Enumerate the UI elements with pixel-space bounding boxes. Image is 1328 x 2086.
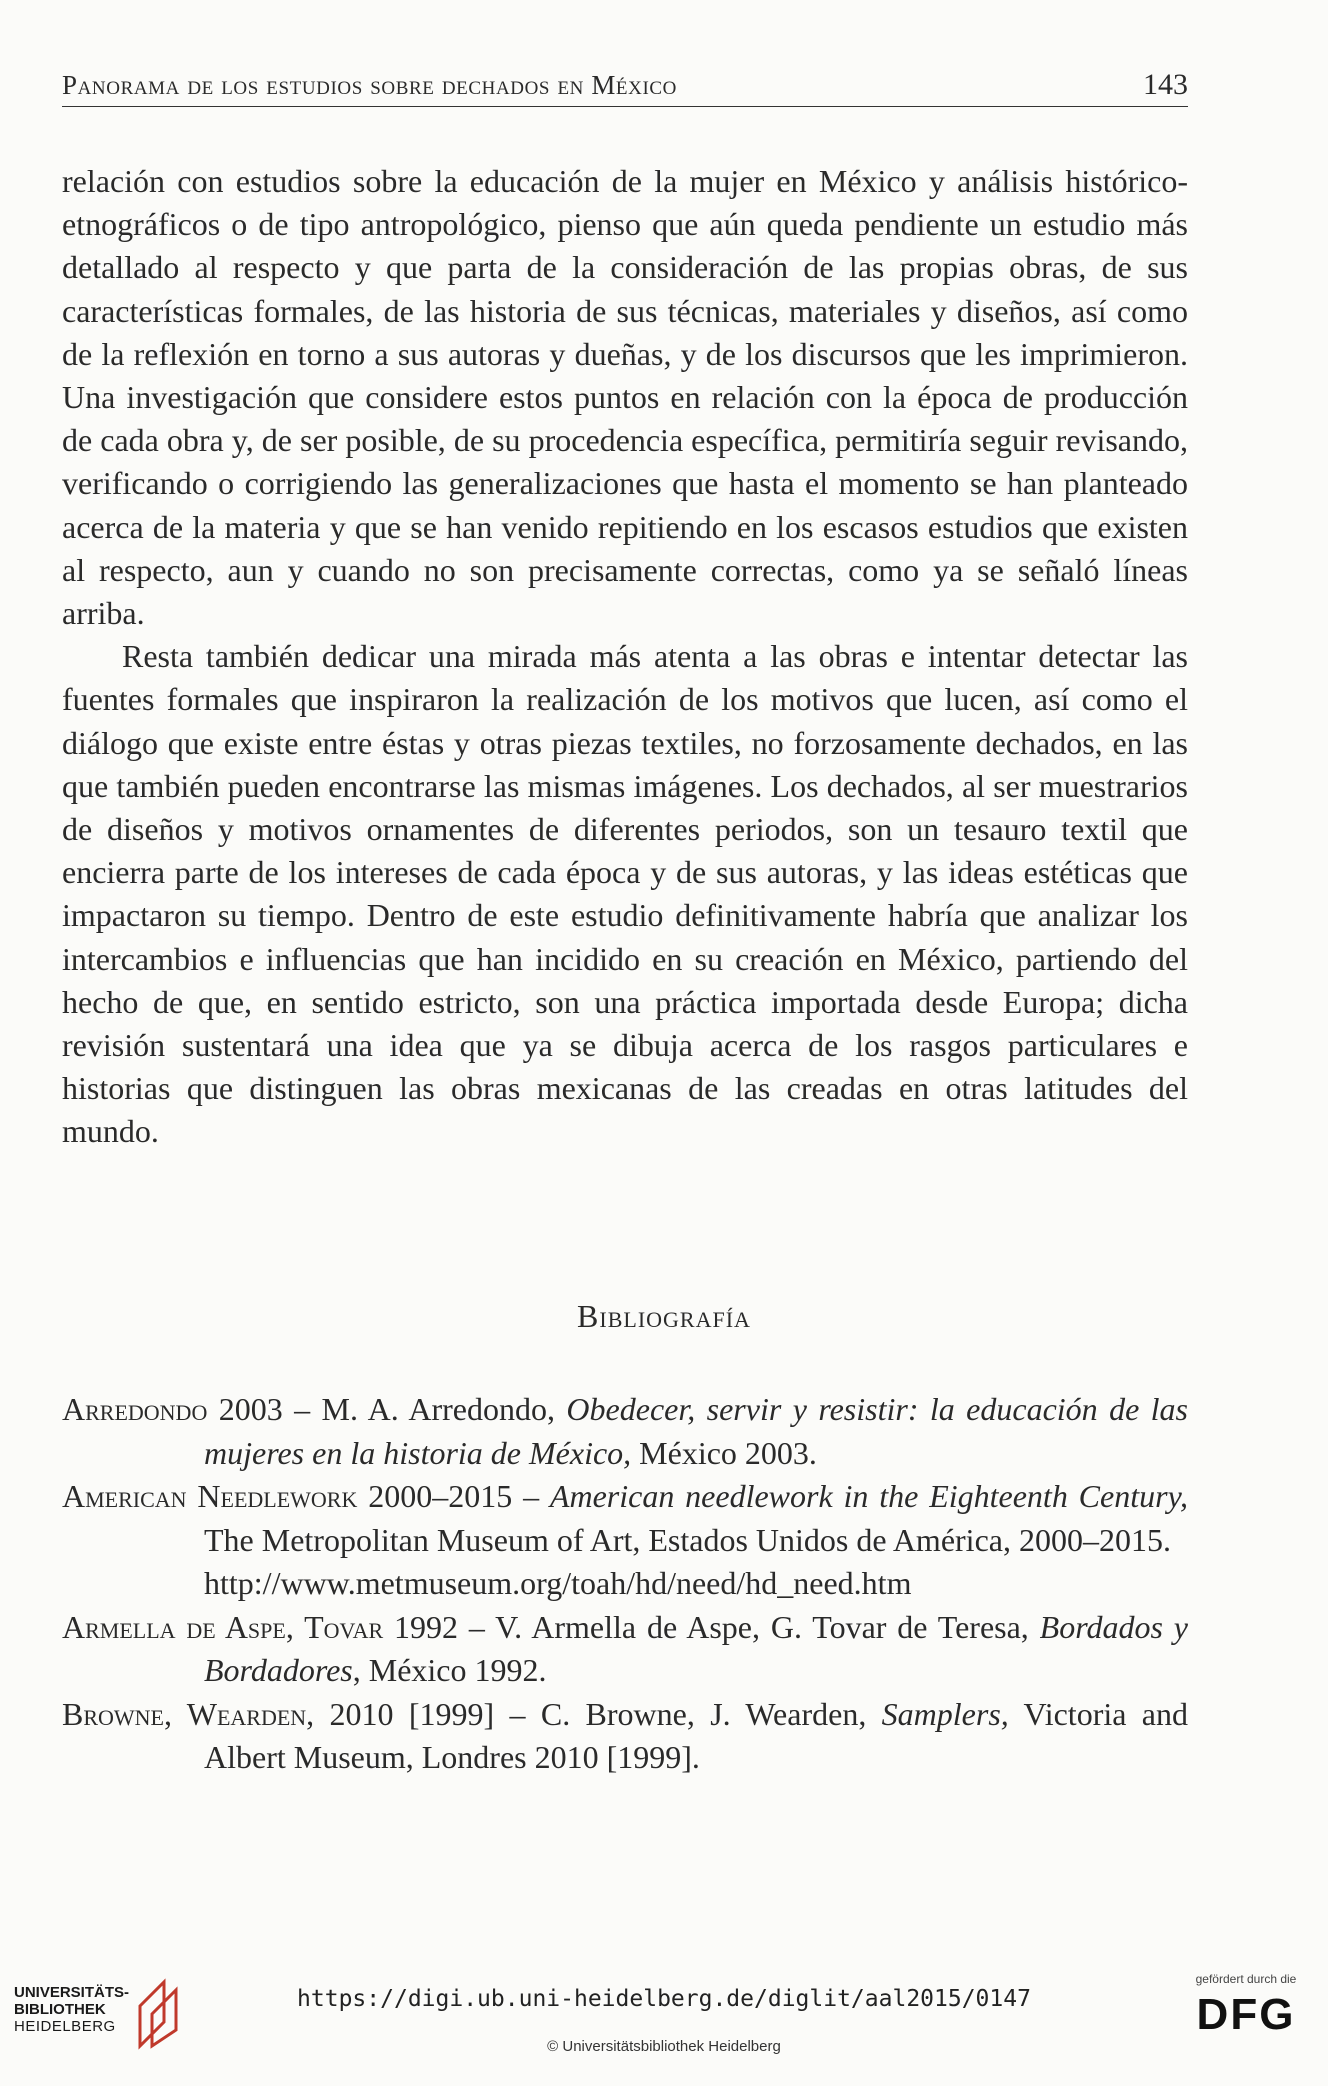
citation-url[interactable]: http://www.metmuseum.org/toah/hd/need/hd_need.htm	[204, 1565, 912, 1601]
citation-authors: – C. Browne, J. Wearden,	[494, 1695, 882, 1732]
citation-details: The Metropolitan Museum of Art, Estados Unidos de América, 2000–2015.	[204, 1521, 1171, 1558]
citation-title: American needlework in the Eighteenth Century,	[549, 1478, 1189, 1514]
copyright-notice: © Universitätsbibliothek Heidelberg	[547, 2038, 781, 2055]
funding-note: gefördert durch die	[1195, 1972, 1297, 1986]
page-number: 143	[1143, 68, 1188, 101]
running-header	[62, 66, 1188, 107]
citation-key: Armella de Aspe, Tovar 1992	[62, 1608, 459, 1645]
dfg-logo: DFG	[1196, 1990, 1296, 2039]
citation-title: Bordados y Bordadores	[204, 1608, 1188, 1688]
source-url-link[interactable]: https://digi.ub.uni-heidelberg.de/diglit/aal2015/0147	[297, 1986, 1031, 2012]
library-name-line: UNIVERSITÄTS-	[14, 1984, 130, 2001]
bibliography-entry	[62, 1693, 1188, 1780]
citation-key: Arredondo 2003	[62, 1391, 283, 1427]
funder-block	[1186, 1972, 1306, 2040]
citation-authors: –	[512, 1478, 550, 1514]
bibliography-entry	[62, 1606, 1188, 1693]
library-name-line: BIBLIOTHEK	[14, 2001, 106, 2018]
paragraph: relación con estudios sobre la educación de la mujer en México y análisis histórico-etnográficos o de tipo antropológico, pienso que aún queda pendiente un estudio más detallado al respecto y que parta de la consideración de las propias obras, de sus características formales, de las historia de sus técnicas, materiales y diseños, así como de la reflexión en torno a sus autoras y dueñas, y de los discursos que les imprimieron. Una investigación que considere estos puntos en relación con la época de producción de cada obra y, de ser posible, de su procedencia específica, permitiría seguir revisando, verificando o corrigiendo las generalizaciones que hasta el momento se han planteado acerca de la materia y que se han venido repitiendo en los escasos estudios que existen al respecto, aun y cuando no son precisamente correctas, como ya se señaló líneas arriba.	[62, 163, 1188, 632]
citation-title: Obedecer, servir y resistir: la educación de las mujeres en la historia de México,	[204, 1391, 1189, 1471]
library-name-line: HEIDELBERG	[14, 2018, 116, 2035]
body-text	[62, 160, 1188, 1154]
citation-authors: – M. A. Arredondo,	[282, 1391, 567, 1427]
citation-key: American Needlework 2000–2015	[62, 1478, 513, 1514]
paragraph: Resta también dedicar una mirada más atenta a las obras e intentar detectar las fuentes formales que inspiraron la realización de los motivos que lucen, así como el diálogo que existe entre éstas y otras piezas textiles, no forzosamente dechados, en las que también pueden encontrarse las mismas imágenes. Los dechados, al ser muestrarios de diseños y motivos ornamentes de diferentes periodos, son un tesauro textil que encierra parte de los intereses de cada época y de sus autoras, y las ideas estéticas que impactaron su tiempo. Dentro de este estudio definitivamente habría que analizar los intercambios e influencias que han incidido en su creación en México, partiendo del hecho de que, en sentido estricto, son una práctica importada desde Europa; dicha revisión sustentará una idea que ya se dibuja acerca de los rasgos particulares e historias que distinguen las obras mexicanas de las creadas en otras latitudes del mundo.	[62, 638, 1188, 1150]
digitization-footer	[0, 1968, 1328, 2086]
citation-details: México 2003.	[631, 1434, 817, 1471]
citation-title: Samplers,	[881, 1695, 1009, 1732]
citation-details: Victoria and Albert Museum, Londres 2010 [1999].	[204, 1695, 1188, 1775]
running-title: Panorama de los estudios sobre dechados en México	[62, 70, 677, 100]
citation-authors: – V. Armella de Aspe, G. Tovar de Teresa,	[458, 1608, 1040, 1645]
bibliography-entry	[62, 1388, 1188, 1475]
bibliography-heading: Bibliografía	[577, 1298, 751, 1334]
bibliography-list	[62, 1388, 1188, 1780]
citation-details: , México 1992.	[352, 1652, 547, 1688]
bibliography-entry	[62, 1475, 1188, 1606]
citation-key: Browne, Wearden, 2010 [1999]	[62, 1695, 495, 1732]
